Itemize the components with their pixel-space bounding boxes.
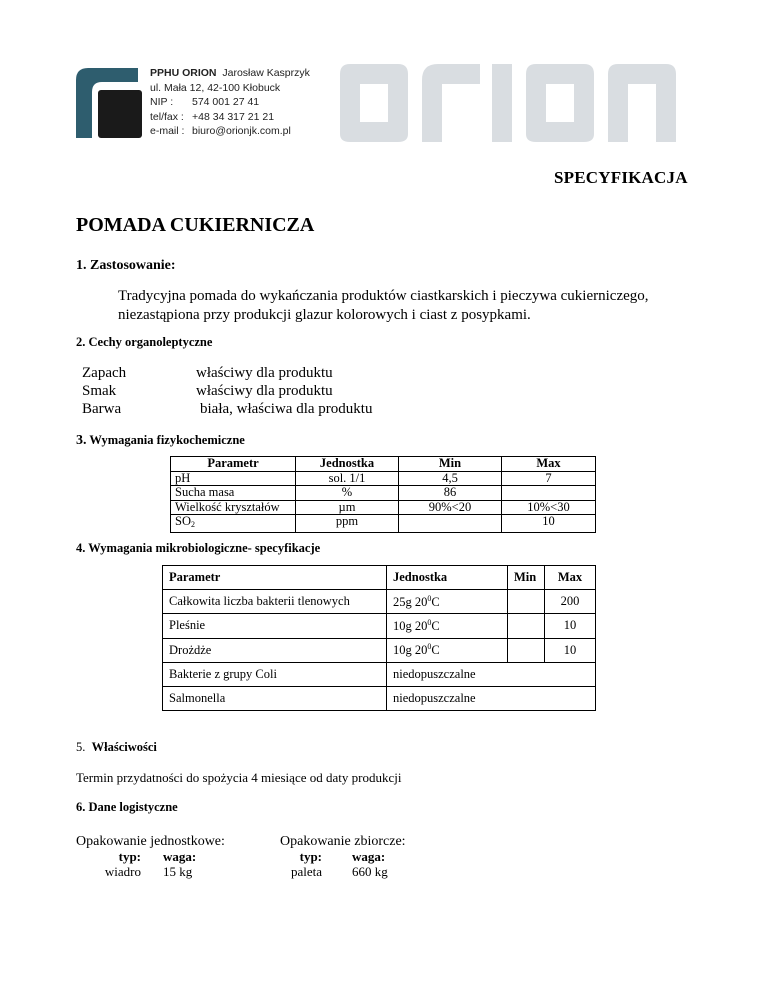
company-contact-block: [150, 66, 310, 139]
company-owner: Jarosław Kasprzyk: [222, 67, 310, 79]
organoleptic-row: [82, 400, 372, 418]
section6-heading: 6. Dane logistyczne: [76, 800, 178, 814]
table-header-cell: Max: [545, 566, 596, 590]
section1-text: [118, 287, 649, 325]
table-cell: sol. 1/1: [296, 471, 399, 486]
table-row: [163, 662, 596, 686]
table-cell: [387, 614, 508, 638]
unit-packaging-values-row: [76, 864, 225, 879]
unit-tail: C: [431, 618, 440, 633]
table-cell: 7: [502, 471, 596, 486]
tel-label: tel/fax :: [150, 110, 184, 123]
table-header-cell: Parametr: [163, 566, 387, 590]
organoleptic-value: biała, właściwa dla produktu: [200, 401, 373, 417]
table-header-cell: Parametr: [171, 457, 296, 472]
unit-text: 10g 20: [393, 643, 428, 658]
unit-packaging-labels-row: [76, 849, 225, 864]
organoleptic-name: Barwa: [82, 401, 122, 417]
product-name: POMADA CUKIERNICZA: [76, 214, 315, 236]
brand-wordmark: [340, 60, 720, 144]
table-cell: Wielkość kryształów: [171, 500, 296, 515]
table-cell: pH: [171, 471, 296, 486]
section5-heading: [76, 740, 157, 755]
company-logo-mark: [76, 68, 142, 138]
table-cell: Sucha masa: [171, 486, 296, 501]
table-cell: [171, 515, 296, 533]
section5-heading-text: Właściwości: [91, 740, 157, 754]
degree-sup: 0: [427, 593, 432, 603]
document-title: SPECYFIKACJA: [554, 168, 688, 187]
table-cell: [508, 614, 545, 638]
section3-heading-num: 3.: [76, 433, 87, 448]
table-cell: Całkowita liczba bakterii tlenowych: [163, 590, 387, 614]
table-header-row: [171, 457, 596, 472]
unit-tail: C: [431, 643, 440, 658]
table-header-cell: Max: [502, 457, 596, 472]
typ-value: paleta: [290, 864, 322, 879]
table-row: [163, 590, 596, 614]
table-row: [163, 638, 596, 662]
company-address: ul. Mała 12, 42-100 Kłobuck: [150, 81, 281, 94]
so2-subscript: 2: [190, 520, 195, 529]
table-cell: niedopuszczalne: [387, 686, 596, 710]
table-cell: 86: [399, 486, 502, 501]
physicochemical-table: [170, 456, 596, 533]
table-cell: niedopuszczalne: [387, 662, 596, 686]
table-cell: %: [296, 486, 399, 501]
section1-text-line2: niezastąpiona przy produkcji glazur kolorowych i ciast z posypkami.: [118, 307, 531, 323]
nip-value: 574 001 27 41: [192, 96, 260, 109]
table-row: [171, 515, 596, 533]
unit-packaging-label: Opakowanie jednostkowe:: [76, 834, 225, 849]
unit-tail: C: [431, 594, 440, 609]
organoleptic-value: właściwy dla produktu: [196, 365, 333, 381]
table-cell: [387, 590, 508, 614]
table-row: [171, 486, 596, 501]
organoleptic-value: właściwy dla produktu: [196, 383, 333, 399]
unit-text: 10g 20: [393, 618, 428, 633]
organoleptic-row: [82, 382, 372, 400]
nip-label: NIP :: [150, 96, 174, 109]
section2-heading: 2. Cechy organoleptyczne: [76, 335, 213, 349]
table-header-cell: Min: [399, 457, 502, 472]
table-cell: Pleśnie: [163, 614, 387, 638]
email-label: e-mail :: [150, 125, 185, 138]
section3-heading-text: Wymagania fizykochemiczne: [89, 433, 245, 447]
section3-heading: [76, 433, 245, 449]
bulk-packaging-label: Opakowanie zbiorcze:: [280, 834, 406, 849]
table-cell: [508, 638, 545, 662]
bulk-packaging-labels-row: [280, 849, 406, 864]
section1-heading: 1. Zastosowanie:: [76, 258, 176, 273]
typ-label: typ:: [118, 849, 141, 864]
waga-label: waga:: [352, 849, 386, 864]
logo-dark-square: [98, 90, 142, 138]
waga-value: 660 kg: [352, 864, 388, 879]
tel-value: +48 34 317 21 21: [192, 110, 275, 123]
unit-text: 25g 20: [393, 594, 428, 609]
table-row: [171, 471, 596, 486]
waga-value: 15 kg: [163, 864, 193, 879]
so2-text: SO: [175, 514, 191, 528]
table-cell: 4,5: [399, 471, 502, 486]
table-cell: ppm: [296, 515, 399, 533]
table-cell: 10%<30: [502, 500, 596, 515]
table-cell: 10: [545, 614, 596, 638]
table-cell: [387, 638, 508, 662]
table-header-row: [163, 566, 596, 590]
table-cell: 10: [545, 638, 596, 662]
table-header-cell: Min: [508, 566, 545, 590]
section5-text: Termin przydatności do spożycia 4 miesiące od daty produkcji: [76, 770, 402, 785]
degree-sup: 0: [427, 642, 432, 652]
organoleptic-row: [82, 364, 372, 382]
table-row: [171, 500, 596, 515]
typ-value: wiadro: [104, 864, 141, 879]
table-cell: [508, 590, 545, 614]
table-cell: 10: [502, 515, 596, 533]
section4-heading: 4. Wymagania mikrobiologiczne- specyfikacje: [76, 541, 321, 555]
table-row: [163, 614, 596, 638]
table-row: [163, 686, 596, 710]
organoleptic-list: [82, 364, 372, 418]
bulk-packaging: [280, 834, 406, 879]
table-header-cell: Jednostka: [387, 566, 508, 590]
microbiological-table: [162, 565, 596, 711]
waga-label: waga:: [163, 849, 197, 864]
table-header-cell: Jednostka: [296, 457, 399, 472]
section5-heading-num: 5.: [76, 740, 86, 754]
email-value: biuro@orionjk.com.pl: [192, 125, 291, 138]
organoleptic-name: Zapach: [82, 365, 127, 381]
table-cell: 90%<20: [399, 500, 502, 515]
table-cell: µm: [296, 500, 399, 515]
organoleptic-name: Smak: [82, 383, 117, 399]
bulk-packaging-values-row: [280, 864, 406, 879]
company-name: PPHU ORION: [150, 67, 217, 79]
table-cell: [502, 486, 596, 501]
table-cell: 200: [545, 590, 596, 614]
degree-sup: 0: [427, 617, 432, 627]
table-cell: Bakterie z grupy Coli: [163, 662, 387, 686]
section1-text-line1: Tradycyjna pomada do wykańczania produktów ciastkarskich i pieczywa cukierniczego,: [118, 288, 649, 304]
table-cell: [399, 515, 502, 533]
unit-packaging: [76, 834, 225, 879]
typ-label: typ:: [299, 849, 322, 864]
table-cell: Salmonella: [163, 686, 387, 710]
table-cell: Drożdże: [163, 638, 387, 662]
